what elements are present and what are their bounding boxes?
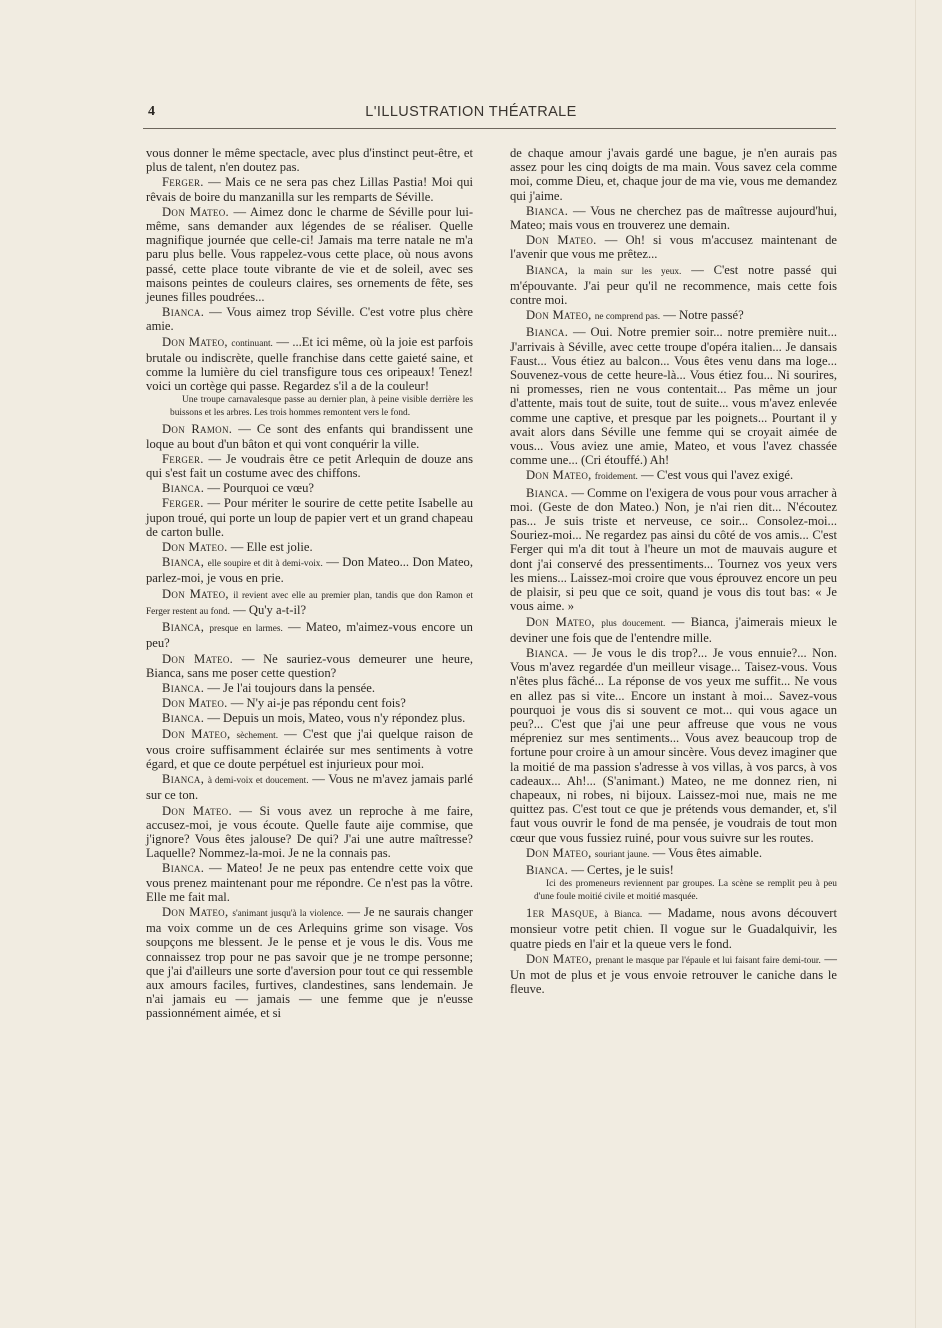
speaker-direction: la main sur les yeux.: [577, 266, 682, 277]
speech-text: — Oh! si vous m'accusez maintenant de l'avenir que vous me prêtez...: [510, 233, 837, 262]
speaker-direction: presque en larmes.: [209, 624, 283, 635]
dialogue-line: [146, 681, 473, 695]
speaker-name: Bianca.: [162, 680, 205, 695]
page-number: 4: [148, 104, 155, 119]
dialogue-line: [510, 325, 837, 467]
speaker-name: Don Mateo,: [162, 334, 228, 349]
dialogue-line: [146, 175, 473, 203]
dialogue-line: [146, 205, 473, 304]
speaker-name: Don Mateo.: [162, 204, 229, 219]
dialogue-line: [510, 615, 837, 645]
speech-text: — C'est notre passé qui m'épouvante. J'ai peur qu'il ne recommence, mais cette fois contre moi.: [510, 262, 837, 308]
speaker-name: Bianca.: [162, 711, 205, 726]
speaker-name: Don Mateo,: [526, 845, 592, 860]
speech-text: — Certes, je le suis!: [571, 862, 674, 877]
speech-text: — C'est que j'ai quelque raison de vous croire suffisamment éclairée sur mes sentiments à votre égard, et que ce doute perpétuel est injurieux pour moi.: [146, 726, 473, 771]
dialogue-continuation: de chaque amour j'avais gardé une bague, je n'en aurais pas assez pour les cinq doigts de ma main. Vous savez cela comme moi, comme Dieu, et, chaque jour de ma vie, vous me demandez qui j'aime.: [510, 146, 837, 203]
dialogue-line: [146, 652, 473, 680]
speaker-direction: continuant.: [231, 338, 273, 349]
stage-direction: Une troupe carnavalesque passe au dernier plan, à peine visible derrière les buissons et les arbres. Les trois hommes remontent vers le fond.: [170, 395, 473, 419]
running-header: L'ILLUSTRATION THÉATRALE: [365, 104, 577, 120]
speaker-name: Don Mateo.: [526, 233, 597, 248]
dialogue-line: [146, 540, 473, 554]
speech-text: — N'y ai-je pas répondu cent fois?: [230, 696, 406, 711]
speech-text: — Pour mériter le sourire de cette petite Isabelle au jupon troué, qui porte un loup de papier vert et un grand chapeau de carton bulle.: [146, 496, 473, 539]
speaker-name: 1er Masque,: [526, 906, 598, 921]
speech-text: — Je ne saurais changer ma voix comme un de ces Arlequins grime son visage. Vos soupçons me blessent. Je le pense et je vous le dis. Vous me connaissez trop pour ne pas savoir que je ne trompe personne; que j'ai d'ailleurs une sorte d'aversion pour tout ce qui ressemble aux amours faciles, furtives, clandestines, sans lendemain. Je n'ai jamais eu — jamais — une femme que je n'eusse passionnément aimée, et si: [146, 904, 473, 1021]
dialogue-line: [146, 905, 473, 1021]
dialogue-line: [510, 468, 837, 484]
speaker-direction: plus doucement.: [601, 618, 666, 629]
speaker-name: Don Mateo,: [526, 614, 595, 629]
dialogue-line: [510, 233, 837, 261]
header-rule: [143, 128, 836, 129]
speaker-name: Don Ramon.: [162, 422, 233, 437]
speaker-name: Bianca.: [526, 645, 569, 660]
speaker-name: Bianca.: [526, 485, 569, 500]
dialogue-line: [146, 804, 473, 861]
speech-text: — Vous ne cherchez pas de maîtresse aujourd'hui, Mateo; mais vous en trouverez une demain.: [510, 203, 837, 233]
left-column: [146, 146, 473, 1022]
dialogue-line: [510, 863, 837, 877]
dialogue-line: [146, 496, 473, 539]
speech-text: — Je vous le dis trop?... Je vous ennuie?... Non. Vous m'avez regardée d'un meilleur visage... Taisez-vous. Vous n'êtes plus fâché... La réponse de vos yeux me suffit... Ne vous en allez pas si vite... Encore un instant à moi... Savez-vous pourquoi je vous dis si souvent ce mot... qui vous agace un peu?... C'est que j'ai une peur affreuse que vous ne vous mépreniez sur mes sentiments... Vous avez beaucoup trop de fortune pour croire à un amour sincère. Vous devez imaginer que la moitié de ma passion s'adresse à vos villas, à vos parcs, à vos cadeaux... Ah!... (S'animant.) Mateo, ne me donnez rien, ni chapeaux, ni robes, ni bijoux. Laissez-moi nue, mais ne me quittez pas. C'est tout ce que je prétends vous demander, et, s'il faut vous ouvrir le fond de ma pensée, je voudrais de tout mon cœur que vous fussiez ruiné, pour vous suivre sur les routes.: [510, 645, 837, 845]
speech-text: — Pourquoi ce vœu?: [207, 481, 314, 496]
speech-text: — Mateo, m'aimez-vous encore un peu?: [146, 620, 473, 651]
speaker-direction: elle soupire et dit à demi-voix.: [207, 559, 323, 570]
speaker-name: Don Mateo,: [162, 726, 231, 741]
dialogue-line: [510, 486, 837, 614]
dialogue-line: [510, 846, 837, 862]
speech-text: — Vous aimez trop Séville. C'est votre plus chère amie.: [146, 305, 473, 334]
speech-text: — Mateo! Je ne peux pas entendre cette voix que vous prenez maintenant pour me répondre. Ce n'est pas la vôtre. Elle me fait mal.: [146, 861, 473, 904]
speech-text: — Notre passé?: [663, 308, 744, 323]
speaker-direction: s'animant jusqu'à la violence.: [232, 908, 344, 919]
dialogue-line: [146, 481, 473, 495]
speaker-direction: il revient avec elle au premier plan, tandis que don Ramon et Ferger restent au fond.: [146, 590, 473, 617]
dialogue-line: [146, 861, 473, 904]
speaker-name: Bianca,: [162, 620, 205, 635]
stage-direction: Ici des promeneurs reviennent par groupes. La scène se remplit peu à peu d'une foule moitié civile et moitié masquée.: [534, 879, 837, 903]
dialogue-line: [146, 587, 473, 619]
speech-text: — Depuis un mois, Mateo, vous n'y répondez plus.: [207, 711, 466, 726]
dialogue-line: [510, 308, 837, 324]
dialogue-line: [146, 305, 473, 333]
speech-text: — C'est vous qui l'avez exigé.: [641, 468, 794, 483]
right-column: [510, 146, 837, 997]
page-edge: [915, 0, 916, 1328]
speaker-direction: froidement.: [594, 472, 638, 483]
speaker-name: Ferger.: [162, 496, 204, 511]
speaker-direction: ne comprend pas.: [594, 312, 661, 323]
speaker-name: Bianca.: [162, 305, 205, 320]
speaker-name: Don Mateo.: [162, 540, 228, 555]
dialogue-line: [510, 263, 837, 308]
speech-text: — Je voudrais être ce petit Arlequin de douze ans qui s'est fait un costume avec des chiffons.: [146, 451, 474, 481]
dialogue-line: [510, 906, 837, 951]
speaker-name: Don Mateo,: [526, 468, 592, 483]
speaker-name: Don Mateo.: [162, 651, 234, 666]
speaker-name: Don Mateo.: [162, 696, 228, 711]
speech-text: — ...Et ici même, où la joie est parfois brutale ou indiscrète, quelle franchise dans cette gaieté saine, et comme la lumière du ciel transfigure tous ces oripeaux! Tenez! voici un cortège qui passe. Regardez s'il a de la couleur!: [146, 334, 474, 394]
dialogue-line: [146, 555, 473, 585]
speaker-direction: souriant jaune.: [594, 849, 650, 860]
speech-text: — Si vous avez un reproche à me faire, accusez-moi, je vous écoute. Quelle faute aije commise, que j'ignore? Vous êtes jalouse? De qui? J'ai une autre maîtresse? Laquelle? Nommez-la-moi. Je ne la connais pas.: [146, 803, 473, 861]
speech-text: — Je l'ai toujours dans la pensée.: [207, 680, 376, 695]
dialogue-line: [510, 952, 837, 997]
speech-text: — Elle est jolie.: [230, 540, 313, 555]
dialogue-line: [510, 646, 837, 845]
speaker-name: Ferger.: [162, 175, 204, 190]
speaker-name: Bianca,: [526, 262, 569, 277]
dialogue-line: [146, 711, 473, 725]
speech-text: — Ce sont des enfants qui brandissent une loque au bout d'un bâton et qui vont conquérir la ville.: [146, 422, 473, 451]
speech-text: — Don Mateo... Don Mateo, parlez-moi, je vous en prie.: [146, 555, 473, 586]
speech-text: — Vous ne m'avez jamais parlé sur ce ton.: [146, 772, 474, 803]
speaker-name: Bianca.: [162, 861, 205, 876]
speech-text: — Ne sauriez-vous demeurer une heure, Bianca, sans me poser cette question?: [146, 651, 473, 680]
dialogue-line: [146, 696, 473, 710]
speaker-name: Ferger.: [162, 451, 204, 466]
speech-text: — Comme on l'exigera de vous pour vous arracher à moi. (Geste de don Mateo.) Non, je n'ai rien dit... N'écoutez pas... Je suis triste et nerveuse, ce soir... Consolez-moi... Souriez-moi... Ne regardez pas ainsi du côté de vos amis... C'est Ferger qui m'a dit tout à l'heure un mot de mauvais augure et dont j'ai conservé des pressentiments... Tournez vos yeux vers les miens... Laissez-moi croire que vous éprouvez encore un peu de plaisir, si peu que ce soit, quand je vous dis tout bas: « Je vous aime. »: [510, 485, 837, 614]
speech-text: — Oui. Notre premier soir... notre première nuit... J'arrivais à Séville, avec cette troupe d'opéra italien... Je dansais Faust... Vous étiez au balcon... Vous êtes venu dans ma loge... Souvenez-vous de cette heure-là... Vous étiez fou... Ni sourires, ni promesses, rien ne vous contentait... Pas même un jour d'attente, mais tout de suite, tout de suite... vous m'avez enlevée comme une captive, et presque par les poignets... Pourtant il y avait alors dans Séville une femme qui se croyait aimée de vous... Vous aviez une amie, Mateo, et vous l'avez chassée comme une... (Cri étouffé.) Ah!: [510, 325, 837, 468]
speaker-name: Don Mateo.: [162, 803, 232, 818]
speech-text: — Mais ce ne sera pas chez Lillas Pastia! Moi qui rêvais de boire du manzanilla sur les remparts de Séville.: [146, 175, 473, 204]
speaker-direction: à demi-voix et doucement.: [207, 776, 309, 787]
speech-text: — Un mot de plus et je vous envoie retrouver le caniche dans le fleuve.: [510, 951, 837, 997]
speech-text: — Madame, nous avons découvert monsieur votre petit chien. Il vogue sur le Guadalquivir, les quatre pieds en l'air et la queue vers le fond.: [510, 906, 837, 951]
dialogue-line: [146, 452, 473, 480]
speaker-name: Don Mateo,: [162, 586, 229, 601]
speaker-name: Bianca.: [526, 325, 569, 340]
speech-text: — Vous êtes aimable.: [652, 845, 763, 860]
dialogue-line: [146, 772, 473, 802]
speaker-name: Don Mateo,: [526, 308, 592, 323]
speech-text: — Bianca, j'aimerais mieux le deviner une fois que de l'entendre mille.: [510, 614, 838, 645]
dialogue-line: [146, 335, 473, 394]
dialogue-line: [146, 727, 473, 772]
speaker-direction: sèchement.: [236, 730, 279, 741]
speech-text: — Qu'y a-t-il?: [233, 602, 307, 617]
dialogue-continuation: vous donner le même spectacle, avec plus d'instinct peut-être, et plus de talent, n'en doutez pas.: [146, 146, 473, 175]
dialogue-line: [510, 204, 837, 232]
speaker-direction: prenant le masque par l'épaule et lui faisant faire demi-tour.: [595, 955, 821, 966]
speaker-name: Bianca,: [162, 555, 205, 570]
speaker-name: Bianca,: [162, 772, 205, 787]
speaker-name: Bianca.: [526, 862, 569, 877]
dialogue-line: [146, 620, 473, 650]
dialogue-line: [146, 422, 473, 450]
speaker-name: Bianca.: [162, 481, 205, 496]
speaker-name: Don Mateo,: [526, 951, 593, 966]
speaker-name: Bianca.: [526, 203, 569, 218]
speech-text: — Aimez donc le charme de Séville pour lui-même, sans demander aux légendes de se réaliser. Quelle magnifique journée que celle-ci! Jamais ma terre natale ne m'a paru plus belle. Vous rappelez-vous cette place, où nous avons passé, cette place toute vibrante de vie et de soleil, avec ses maisons peintes de couleurs claires, ses ornements de fête, ses jeunes filles poudrées...: [146, 204, 474, 305]
speaker-direction: à Bianca.: [604, 910, 643, 921]
speaker-name: Don Mateo,: [162, 904, 229, 919]
